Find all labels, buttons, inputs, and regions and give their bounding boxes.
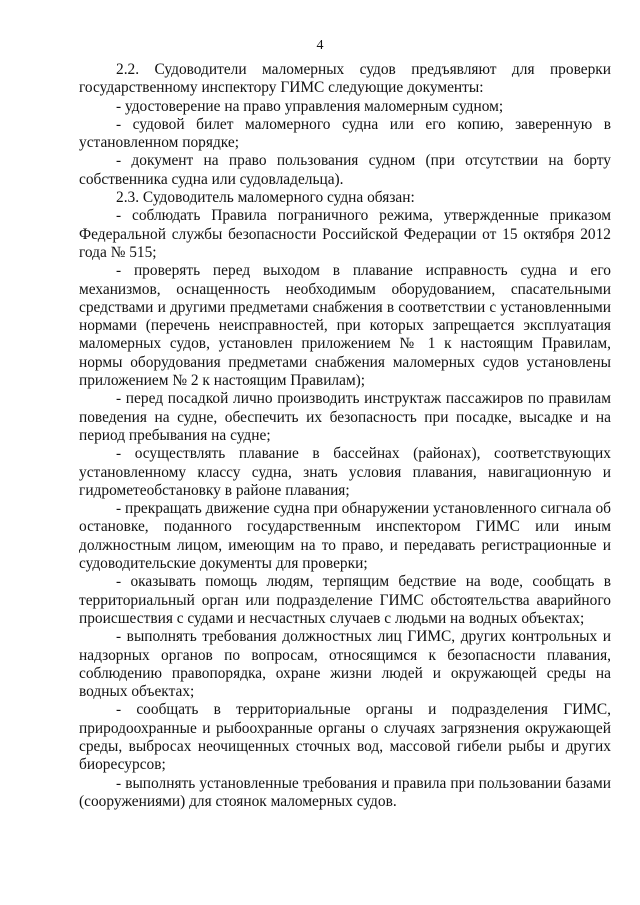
list-item: - удостоверение на право управления маломерным судном; [116, 97, 504, 115]
list-item: - сообщать в территориальные органы и подразделения ГИМС, природоохранные и рыбоохранные органы о случаях загрязнения окружающей среды, выбросах неочищенных сточных вод, массовой гибели рыбы и других биоресурсов; [79, 701, 611, 774]
document-body [79, 61, 611, 811]
list-item: - перед посадкой лично производить инструктаж пассажиров по правилам поведения на судне, обеспечить их безопасность при посадке, высадке и на период пребывания на судне; [79, 390, 611, 444]
list-item: - прекращать движение судна при обнаружении установленного сигнала об остановке, поданного государственным инспектором ГИМС или иным должностным лицом, имеющим на то право, и передавать регистрационные и судоводительские документы для проверки; [79, 500, 611, 573]
list-item: - выполнять установленные требования и правила при пользовании базами (сооружениями) для стоянок маломерных судов. [79, 774, 611, 810]
list-item: - соблюдать Правила пограничного режима, утвержденные приказом Федеральной службы безопасности Российской Федерации от 15 октября 2012 года № 515; [79, 207, 611, 261]
list-item: - осуществлять плавание в бассейнах (районах), соответствующих установленному классу судна, знать условия плавания, навигационную и гидрометеобстановку в районе плавания; [79, 445, 611, 499]
list-item: - документ на право пользования судном (при отсутствии на борту собственника судна или судовладельца). [79, 152, 611, 188]
section-2-3-heading: 2.3. Судоводитель маломерного судна обязан: [116, 189, 415, 207]
list-item: - оказывать помощь людям, терпящим бедствие на воде, сообщать в территориальный орган или подразделение ГИМС обстоятельства аварийного происшествия с судами и несчастных случаев с людьми на водных объектах; [79, 573, 611, 627]
list-item: - выполнять требования должностных лиц ГИМС, других контрольных и надзорных органов по вопросам, относящимся к безопасности плавания, соблюдению правопорядка, охране жизни людей и окружающей среды на водных объектах; [79, 628, 611, 701]
page-number: 4 [316, 38, 324, 53]
list-item: - проверять перед выходом в плавание исправность судна и его механизмов, оснащенность необходимым оборудованием, спасательными средствами и другими предметами снабжения в соответствии с установленными нормами (перечень неисправностей, при которых запрещается эксплуатация маломерных судов, установлен приложением № 1 к настоящим Правилам, нормы оборудования предметами снабжения маломерных судов установлены приложением № 2 к настоящим Правилам); [79, 262, 611, 390]
section-2-2-paragraph: 2.2. Судоводители маломерных судов предъявляют для проверки государственному инспектору ГИМС следующие документы: [79, 61, 611, 97]
list-item: - судовой билет маломерного судна или его копию, заверенную в установленном порядке; [79, 115, 611, 152]
